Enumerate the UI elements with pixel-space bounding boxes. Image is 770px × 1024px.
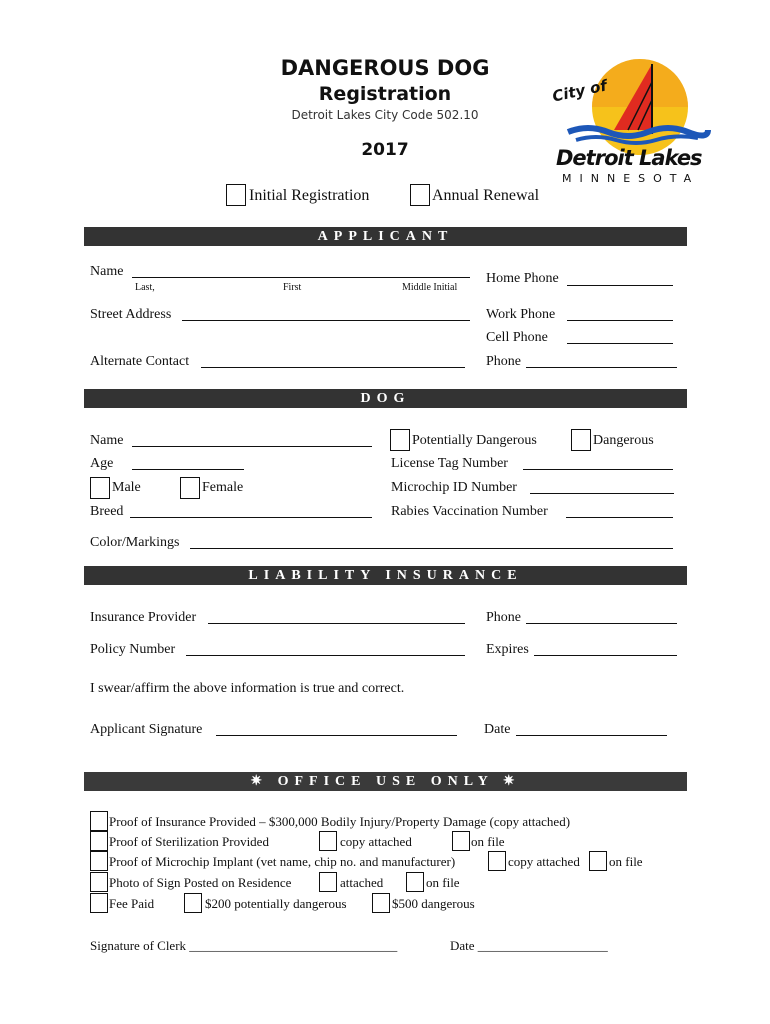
proof-sterilization-checkbox[interactable] xyxy=(90,831,108,851)
signature-date-label: Date xyxy=(484,722,511,737)
fee-500-checkbox[interactable] xyxy=(372,893,390,913)
office-use-section-bar: ✷ OFFICE USE ONLY ✷ xyxy=(84,772,687,791)
photo-attached-label: attached xyxy=(340,875,384,890)
proof-sterilization-label: Proof of Sterilization Provided xyxy=(109,834,269,849)
photo-attached-checkbox[interactable] xyxy=(319,872,337,892)
middle-initial-hint: Middle Initial xyxy=(402,282,458,293)
insurance-phone-field[interactable] xyxy=(526,623,677,624)
expires-label: Expires xyxy=(486,642,529,657)
affirmation-text: I swear/affirm the above information is true and correct. xyxy=(90,681,405,696)
photo-sign-checkbox[interactable] xyxy=(90,872,108,892)
initial-registration-label: Initial Registration xyxy=(249,187,370,204)
microchip-copy-attached-checkbox[interactable] xyxy=(488,851,506,871)
rabies-vaccination-label: Rabies Vaccination Number xyxy=(391,504,548,519)
breed-label: Breed xyxy=(90,504,124,519)
street-address-label: Street Address xyxy=(90,307,172,322)
cell-phone-field[interactable] xyxy=(567,343,673,344)
dangerous-checkbox[interactable] xyxy=(571,429,591,451)
potentially-dangerous-label: Potentially Dangerous xyxy=(412,433,537,448)
fee-paid-checkbox[interactable] xyxy=(90,893,108,913)
annual-renewal-label: Annual Renewal xyxy=(432,187,540,204)
form-year: 2017 xyxy=(361,140,409,160)
home-phone-label: Home Phone xyxy=(486,271,559,286)
city-logo xyxy=(548,52,718,192)
signature-date-field[interactable] xyxy=(516,735,667,736)
dog-name-field[interactable] xyxy=(132,446,372,447)
microchip-copy-attached-label: copy attached xyxy=(508,854,580,869)
sterilization-on-file-label: on file xyxy=(471,834,505,849)
dog-name-label: Name xyxy=(90,433,124,448)
street-address-field[interactable] xyxy=(182,320,470,321)
insurance-provider-field[interactable] xyxy=(208,623,465,624)
proof-microchip-label: Proof of Microchip Implant (vet name, chip no. and manufacturer) xyxy=(109,854,456,869)
fee-200-checkbox[interactable] xyxy=(184,893,202,913)
logo-city-text: City of xyxy=(550,76,609,106)
color-markings-label: Color/Markings xyxy=(90,535,180,550)
applicant-name-field[interactable] xyxy=(132,277,470,278)
insurance-provider-label: Insurance Provider xyxy=(90,610,197,625)
dangerous-label: Dangerous xyxy=(593,433,654,448)
clerk-date-line[interactable]: Date ____________________ xyxy=(450,938,608,953)
fee-paid-label: Fee Paid xyxy=(109,896,155,911)
sterilization-copy-attached-checkbox[interactable] xyxy=(319,831,337,851)
sterilization-on-file-checkbox[interactable] xyxy=(452,831,470,851)
male-checkbox[interactable] xyxy=(90,477,110,499)
fee-200-label: $200 potentially dangerous xyxy=(205,896,347,911)
proof-insurance-label: Proof of Insurance Provided – $300,000 Bodily Injury/Property Damage (copy attached) xyxy=(109,814,571,829)
microchip-on-file-checkbox[interactable] xyxy=(589,851,607,871)
form-title: DANGEROUS DOG xyxy=(280,56,490,80)
license-tag-field[interactable] xyxy=(523,469,673,470)
photo-on-file-checkbox[interactable] xyxy=(406,872,424,892)
microchip-id-field[interactable] xyxy=(530,493,674,494)
breed-field[interactable] xyxy=(130,517,372,518)
proof-microchip-checkbox[interactable] xyxy=(90,851,108,871)
alternate-contact-field[interactable] xyxy=(201,367,465,368)
annual-renewal-checkbox[interactable] xyxy=(410,184,430,206)
policy-number-label: Policy Number xyxy=(90,642,176,657)
insurance-phone-label: Phone xyxy=(486,610,521,625)
cell-phone-label: Cell Phone xyxy=(486,330,548,345)
female-label: Female xyxy=(202,480,244,495)
city-code: Detroit Lakes City Code 502.10 xyxy=(291,108,479,122)
proof-insurance-checkbox[interactable] xyxy=(90,811,108,831)
alternate-phone-label: Phone xyxy=(486,354,521,369)
initial-registration-checkbox[interactable] xyxy=(226,184,246,206)
dog-section-bar: DOG xyxy=(84,389,687,408)
clerk-signature-line[interactable]: Signature of Clerk ________________________________ xyxy=(90,938,398,953)
color-markings-field[interactable] xyxy=(190,548,673,549)
alternate-contact-label: Alternate Contact xyxy=(90,354,190,369)
photo-sign-label: Photo of Sign Posted on Residence xyxy=(109,875,292,890)
insurance-section-bar: LIABILITY INSURANCE xyxy=(84,566,687,585)
license-tag-label: License Tag Number xyxy=(391,456,508,471)
fee-500-label: $500 dangerous xyxy=(392,896,475,911)
rabies-vaccination-field[interactable] xyxy=(566,517,673,518)
sailboat-sun-icon xyxy=(548,52,718,192)
female-checkbox[interactable] xyxy=(180,477,200,499)
dog-age-label: Age xyxy=(90,456,114,471)
male-label: Male xyxy=(112,480,141,495)
applicant-signature-field[interactable] xyxy=(216,735,457,736)
last-name-hint: Last, xyxy=(135,282,155,293)
applicant-signature-label: Applicant Signature xyxy=(90,722,203,737)
home-phone-field[interactable] xyxy=(567,285,673,286)
first-name-hint: First xyxy=(283,282,302,293)
logo-state-text: MINNESOTA xyxy=(562,172,700,185)
logo-name-text: Detroit Lakes xyxy=(556,146,702,170)
alternate-phone-field[interactable] xyxy=(526,367,677,368)
work-phone-field[interactable] xyxy=(567,320,673,321)
applicant-name-label: Name xyxy=(90,264,124,279)
policy-number-field[interactable] xyxy=(186,655,465,656)
work-phone-label: Work Phone xyxy=(486,307,556,322)
potentially-dangerous-checkbox[interactable] xyxy=(390,429,410,451)
sterilization-copy-attached-label: copy attached xyxy=(340,834,412,849)
expires-field[interactable] xyxy=(534,655,677,656)
photo-on-file-label: on file xyxy=(426,875,460,890)
applicant-section-bar: APPLICANT xyxy=(84,227,687,246)
microchip-id-label: Microchip ID Number xyxy=(391,480,517,495)
form-subtitle: Registration xyxy=(318,83,452,105)
microchip-on-file-label: on file xyxy=(609,854,643,869)
dog-age-field[interactable] xyxy=(132,469,244,470)
